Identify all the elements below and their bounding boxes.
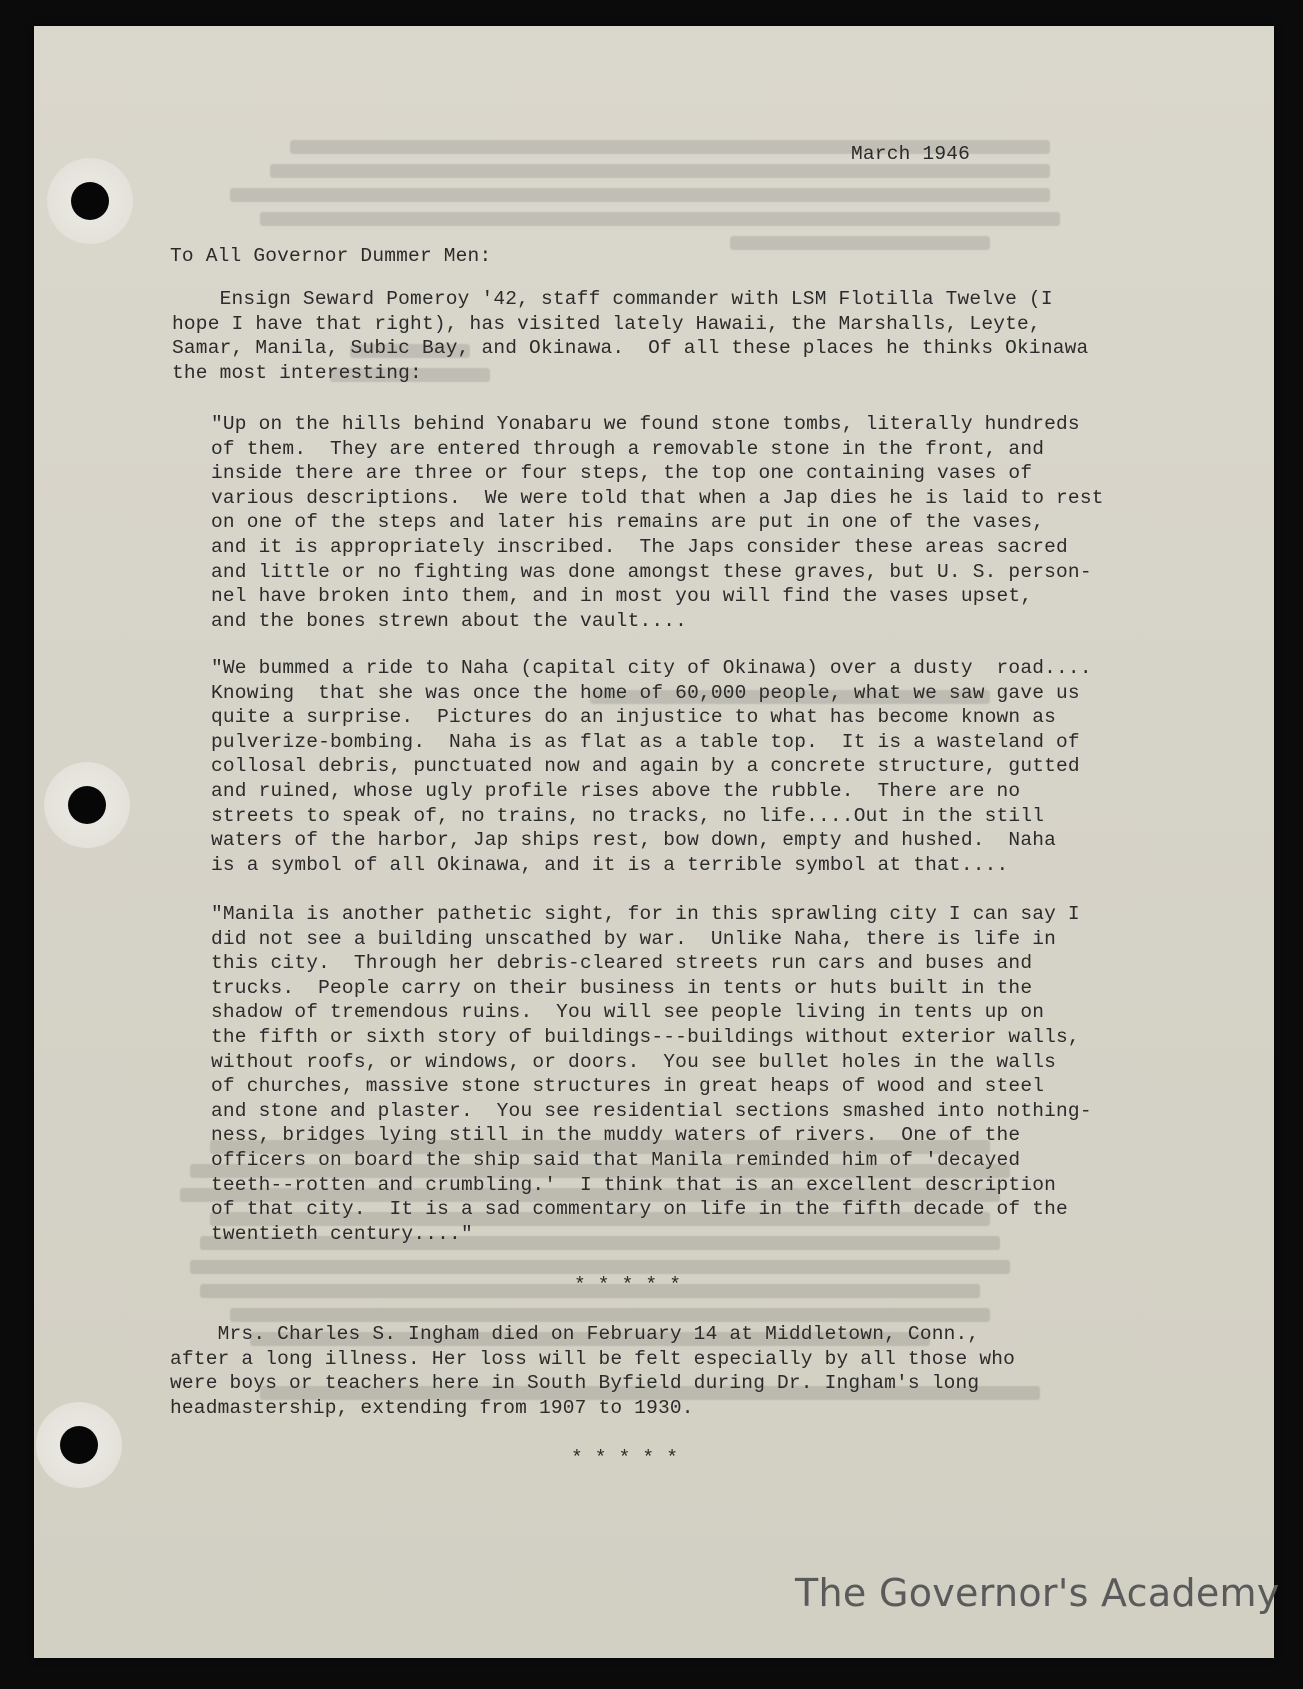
quote-naha: "We bummed a ride to Naha (capital city of Okinawa) over a dusty road.... Knowing that she was once the home of 60,000 people, what we saw gave us quite a surprise. Pictures do an injustice to what has become known as pulverize-bombing. Naha is as flat as a table top. It is a wasteland of collosal debris, punctuated now and again by a concrete structure, gutted and ruined, whose ugly profile rises above the rubble. There are no streets to speak of, no trains, no tracks, no life....Out in the still waters of the harbor, Jap ships rest, bow down, empty and hushed. Naha is a symbol of all Okinawa, and it is a terrible symbol at that....: [211, 657, 1092, 876]
watermark: The Governor's Academy: [795, 1571, 1280, 1615]
document-date: March 1946: [851, 143, 971, 165]
quote-manila: "Manila is another pathetic sight, for in this sprawling city I can say I did not see a building unscathed by war. Unlike Naha, there is life in this city. Through her debris-cleared streets run cars and buses and trucks. People carry on their business in tents or huts built in the shadow of tremendous ruins. You will see people living in tents up on the fifth or sixth story of buildings---buildings without exterior walls, without roofs, or windows, or doors. You see bullet holes in the walls of churches, massive stone structures in great heaps of wood and steel and stone and plaster. You see residential sections smashed into nothing- ness, bridges lying still in the muddy waters of rivers. One of the officers on board the ship said that Manila reminded him of 'decayed teeth--rotten and crumbling.' I think that is an excellent description of that city. It is a sad commentary on life in the fifth decade of the twentieth century....": [211, 903, 1092, 1245]
obituary-paragraph: Mrs. Charles S. Ingham died on February 14 at Middletown, Conn., after a long illness. Her loss will be felt especially by all those who were boys or teachers here in South Byfield during Dr. Ingham's long headmastership, extending from 1907 to 1930.: [170, 1323, 1016, 1419]
section-separator: * * * * *: [574, 1274, 682, 1296]
punch-hole: [36, 1402, 122, 1488]
intro-paragraph: Ensign Seward Pomeroy '42, staff commander with LSM Flotilla Twelve (I hope I have that right), has visited lately Hawaii, the Marshalls, Leyte, Samar, Manila, Subic Bay, and Okinawa. Of all these places he thinks Okinawa the most interesting:: [172, 288, 1089, 384]
punch-hole: [47, 158, 133, 244]
salutation: To All Governor Dummer Men:: [170, 245, 492, 267]
quote-okinawa-tombs: "Up on the hills behind Yonabaru we found stone tombs, literally hundreds of them. They are entered through a removable stone in the front, and inside there are three or four steps, the top one containing vases of various descriptions. We were told that when a Jap dies he is laid to rest on one of the steps and later his remains are put in one of the vases, and it is appropriately inscribed. The Japs consider these areas sacred and little or no fighting was done amongst these graves, but U. S. person- nel have broken into them, and in most you will find the vases upset, and the bones strewn about the vault....: [211, 413, 1104, 632]
punch-hole: [44, 762, 130, 848]
section-separator: * * * * *: [571, 1447, 679, 1469]
